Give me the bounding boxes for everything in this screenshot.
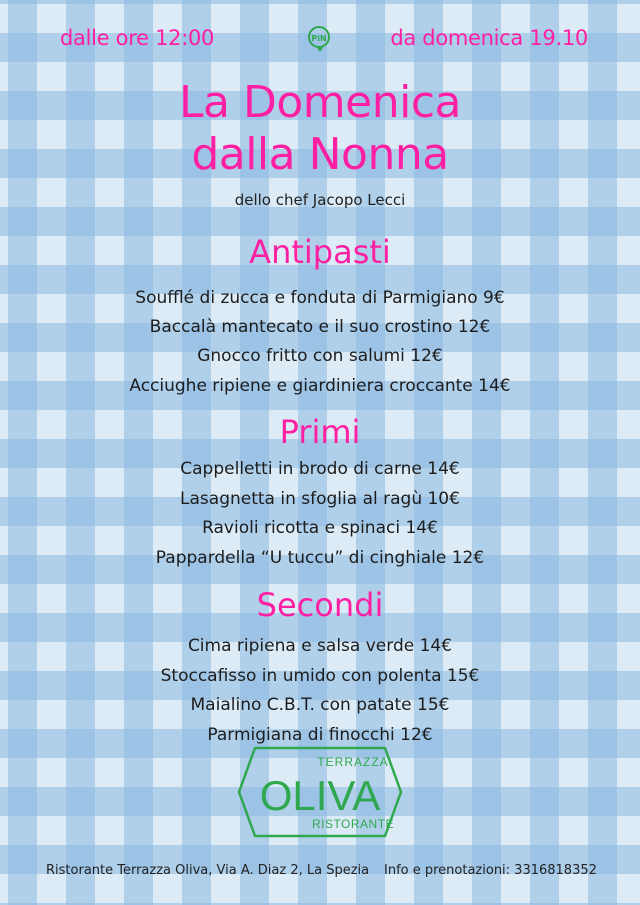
start-date: da domenica 19.10 xyxy=(390,26,588,50)
section-heading-antipasti: Antipasti xyxy=(249,233,391,271)
logo-main-text: OLIVA xyxy=(259,772,381,819)
logo-bottom-text: RISTORANTE xyxy=(311,817,395,831)
footer-contact: Info e prenotazioni: 3316818352 xyxy=(384,863,597,878)
menu-item: Baccalà mantecato e il suo crostino 12€ xyxy=(149,317,491,337)
opening-time: dalle ore 12:00 xyxy=(60,26,215,50)
menu-item: Pappardella “U tuccu” di cinghiale 12€ xyxy=(155,548,485,568)
menu-item: Gnocco fritto con salumi 12€ xyxy=(197,346,443,366)
menu-item: Stoccafisso in umido con polenta 15€ xyxy=(160,666,480,686)
menu-item: Cima ripiena e salsa verde 14€ xyxy=(187,636,453,656)
footer-address: Ristorante Terrazza Oliva, Via A. Diaz 2, La Spezia xyxy=(46,863,370,878)
menu-item: Cappelletti in brodo di carne 14€ xyxy=(180,459,460,479)
chef-subtitle: dello chef Jacopo Lecci xyxy=(234,191,406,209)
pin-logo-icon: PiN xyxy=(308,26,330,48)
menu-title-line-2: dalla Nonna xyxy=(191,129,449,180)
menu-item: Ravioli ricotta e spinaci 14€ xyxy=(202,518,438,538)
menu-item: Parmigiana di finocchi 12€ xyxy=(207,725,433,745)
terrazza-oliva-logo xyxy=(235,744,405,840)
logo-top-text: TERRAZZA xyxy=(317,755,389,769)
menu-title-line-1: La Domenica xyxy=(179,77,461,128)
menu-item: Acciughe ripiene e giardiniera croccante 14€ xyxy=(129,376,511,396)
menu-item: Soufflé di zucca e fonduta di Parmigiano 9€ xyxy=(135,288,505,308)
menu-item: Lasagnetta in sfoglia al ragù 10€ xyxy=(180,489,460,509)
section-heading-primi: Primi xyxy=(279,413,361,451)
menu-item: Maialino C.B.T. con patate 15€ xyxy=(190,695,450,715)
section-heading-secondi: Secondi xyxy=(256,586,384,624)
